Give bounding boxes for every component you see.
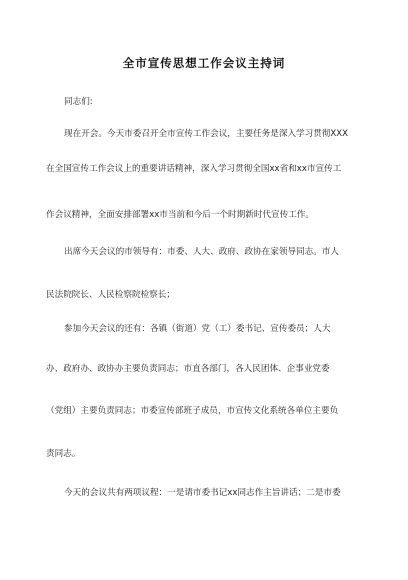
paragraph-line: 参加今天会议的还有：各镇（街道）党（工）委书记、宣传委员；人大 xyxy=(64,324,331,334)
paragraph-line: 在全国宣传工作会议上的重要讲话精神，深入学习贯彻全国xx省和xx市宣传工 xyxy=(46,164,342,174)
salutation: 同志们: xyxy=(64,97,93,107)
paragraph-line: 出席今天会议的市领导有：市委、人大、政府、政协在家领导同志。市人 xyxy=(64,247,340,257)
document-title: 全市宣传思想工作会议主持词 xyxy=(122,56,286,70)
paragraph-line: （党组）主要负责同志；市委宣传部班子成员，市宣传文化系统各单位主要负 xyxy=(46,406,339,416)
paragraph-line: 现在开会。今天市委召开全市宣传工作会议，主要任务是深入学习贯彻XXX xyxy=(64,129,349,139)
paragraph-line: 民法院院长、人民检察院检察长； xyxy=(46,290,175,300)
paragraph-line: 作会议精神，全面安排部署xx市当前和今后一个时期新时代宣传工作。 xyxy=(46,210,314,220)
paragraph-line: 办、政府办、政协办主要负责同志；市直各部门，各人民团体、企事业党委 xyxy=(46,364,330,374)
paragraph-line: 责同志。 xyxy=(46,449,81,459)
paragraph-line: 今天的会议共有两项议程：一是请市委书记xx同志作主旨讲话；二是市委 xyxy=(64,488,341,498)
